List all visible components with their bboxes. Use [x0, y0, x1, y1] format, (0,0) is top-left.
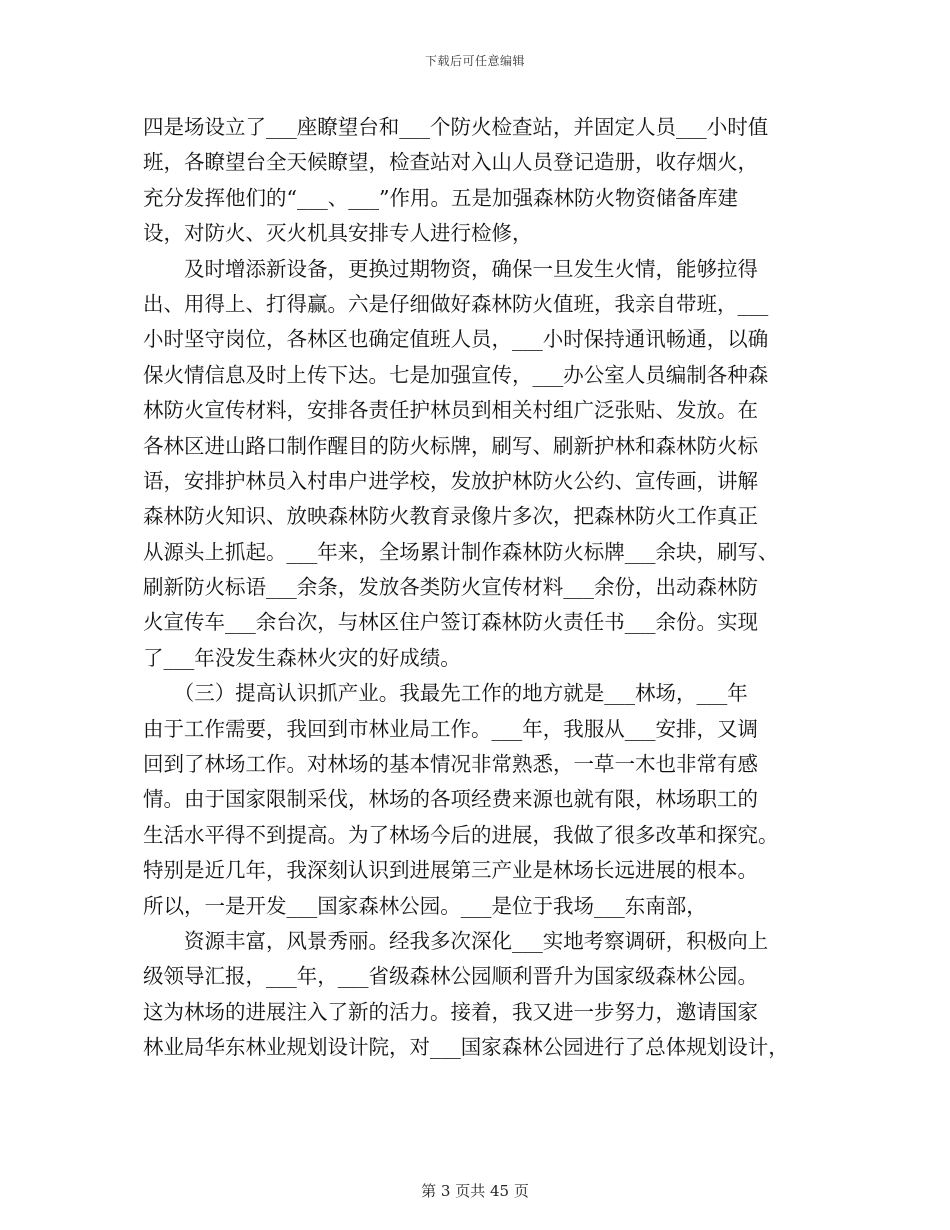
text-line: 四是场设立了___座瞭望台和___个防火检查站，并固定人员___小时值 [143, 115, 769, 139]
text-line: 出、用得上、打得赢。六是仔细做好森林防火值班，我亲自带班，___ [143, 291, 769, 316]
page-footer: 第 3 页共 45 页 [421, 1182, 529, 1200]
text-line: 了___年没发生森林火灾的好成绩。 [143, 645, 461, 670]
text-line: 特别是近几年，我深刻认识到进展第三产业是林场长远进展的根本。 [143, 858, 758, 883]
text-line: 级领导汇报，___年，___省级森林公园顺利晋升为国家级森林公园。 [143, 964, 758, 989]
body-text [143, 110, 813, 1066]
text-line: 班，各瞭望台全天候瞭望，检查站对入山人员登记造册，收存烟火， [143, 150, 758, 175]
text-line: 回到了林场工作。对林场的基本情况非常熟悉，一草一木也非常有感 [143, 752, 758, 777]
page-header: 下载后可任意编辑 [424, 54, 525, 68]
text-line: 及时增添新设备，更换过期物资，确保一旦发生火情，能够拉得 [143, 256, 758, 281]
text-line: 情。由于国家限制采伐，林场的各项经费来源也就有限，林场职工的 [143, 787, 758, 812]
text-line: 林防火宣传材料，安排各责任护林员到相关村组广泛张贴、发放。在 [143, 398, 758, 423]
text-line: 语，安排护林员入村串户进学校，发放护林防火公约、宣传画，讲解 [143, 468, 758, 493]
text-line: 充分发挥他们的“___、___”作用。五是加强森林防火物资储备库建 [143, 185, 738, 210]
text-line: 保火情信息及时上传下达。七是加强宣传，___办公室人员编制各种森 [143, 362, 769, 387]
text-line: 各林区进山路口制作醒目的防火标牌，刷写、刷新护林和森林防火标 [143, 433, 758, 458]
text-line: 资源丰富，风景秀丽。经我多次深化___实地考察调研，积极向上 [143, 928, 769, 953]
text-line: 设，对防火、灭火机具安排专人进行检修， [143, 221, 533, 246]
text-line: 刷新防火标语___余条，发放各类防火宣传材料___余份，出动森林防 [143, 575, 758, 600]
text-line: 森林防火知识、放映森林防火教育录像片多次，把森林防火工作真正 [143, 504, 758, 529]
text-line: （三）提高认识抓产业。我最先工作的地方就是___林场，___年 [143, 681, 748, 706]
text-line: 林业局华东林业规划设计院，对___国家森林公园进行了总体规划设计， [143, 1035, 789, 1060]
text-line: 生活水平得不到提高。为了林场今后的进展，我做了很多改革和探究。 [143, 822, 779, 847]
text-line: 由于工作需要，我回到市林业局工作。___年，我服从___安排，又调 [143, 716, 758, 741]
text-line: 这为林场的进展注入了新的活力。接着，我又进一步努力，邀请国家 [143, 999, 758, 1024]
text-line: 所以，一是开发___国家森林公园。___是位于我场___东南部， [143, 893, 707, 918]
text-line: 小时坚守岗位，各林区也确定值班人员，___小时保持通讯畅通，以确 [143, 327, 769, 352]
text-line: 从源头上抓起。___年来，全场累计制作森林防火标牌___余块，刷写、 [143, 539, 779, 564]
text-line: 火宣传车___余台次，与林区住户签订森林防火责任书___余份。实现 [143, 610, 758, 635]
